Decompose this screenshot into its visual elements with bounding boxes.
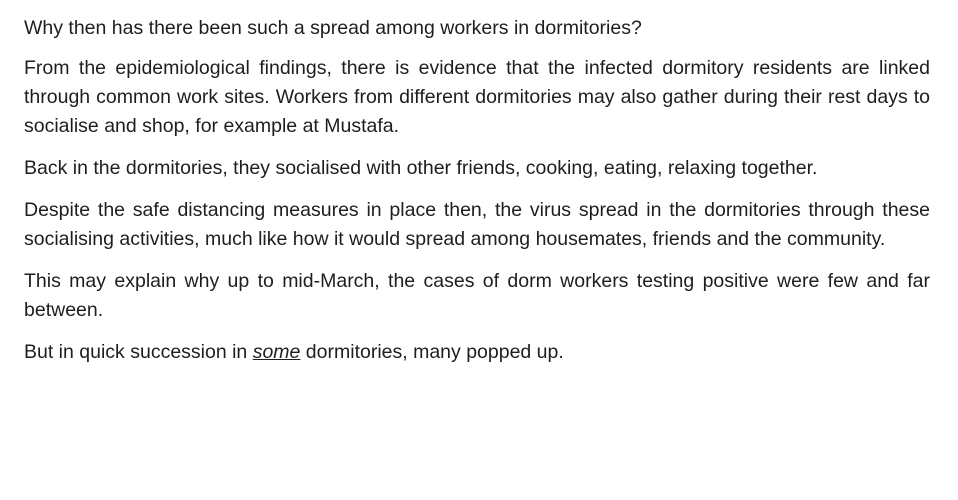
- paragraph-epidemiological-findings: From the epidemiological findings, there is evidence that the infected dormitory residents are linked through common work sites. Workers from different dormitories may also gather during their rest days to socialise and shop, for example at Mustafa.: [24, 57, 930, 137]
- paragraph-quick-succession: [24, 338, 930, 367]
- emphasized-word: some: [252, 341, 301, 363]
- paragraph-virus-spread: Despite the safe distancing measures in place then, the virus spread in the dormitories through these socialising activities, much like how it would spread among housemates, friends and the community.: [24, 199, 930, 250]
- text-after-emphasis: dormitories, many popped up.: [300, 341, 564, 363]
- text-before-emphasis: But in quick succession in: [24, 341, 253, 363]
- paragraph-question: Why then has there been such a spread among workers in dormitories?: [24, 17, 642, 39]
- paragraph-mid-march: This may explain why up to mid-March, the cases of dorm workers testing positive were few and far between.: [24, 270, 930, 321]
- paragraph-socialising: Back in the dormitories, they socialised with other friends, cooking, eating, relaxing together.: [24, 157, 818, 179]
